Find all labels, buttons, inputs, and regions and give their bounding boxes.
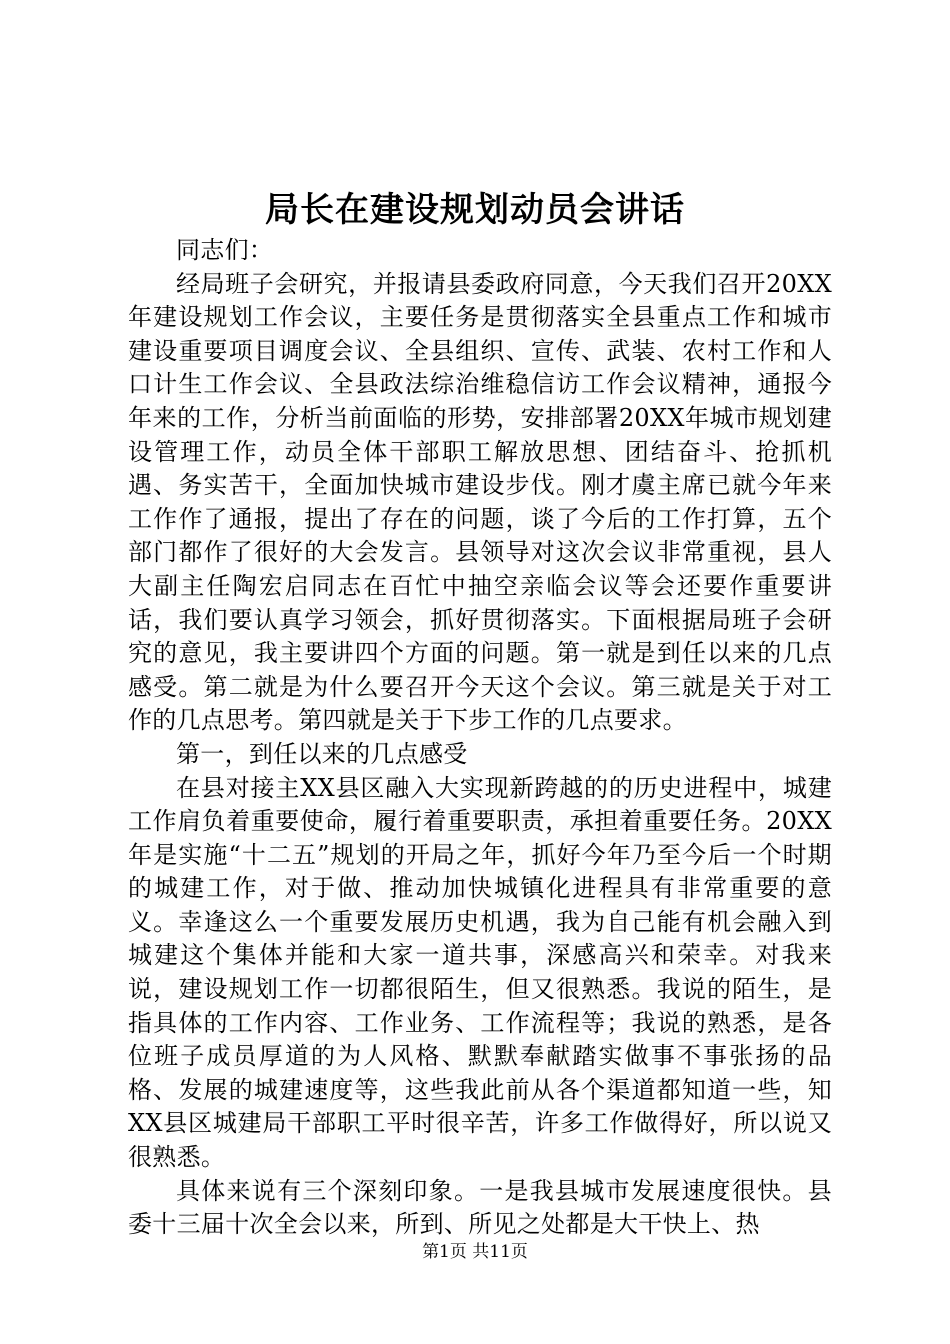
paragraph-impressions: 在县对接主XX县区融入大实现新跨越的的历史进程中，城建工作肩负着重要使命，履行着重要职责，承担着重要任务。20XX年是实施“十二五”规划的开局之年，抓好今年乃至今后一个时期的城建工作，对于做、推动加快城镇化进程具有非常重要的意义。幸逢这么一个重要发展历史机遇，我为自己能有机会融入到城建这个集体并能和大家一道共事，深感高兴和荣幸。对我来说，建设规划工作一切都很陌生，但又很熟悉。我说的陌生，是指具体的工作内容、工作业务、工作流程等；我说的熟悉，是各位班子成员厚道的为人风格、默默奉献踏实做事不事张扬的品格、发展的城建速度等，这些我此前从各个渠道都知道一些，知XX县区城建局干部职工平时很辛苦，许多工作做得好，所以说又很熟悉。 bbox=[128, 773, 832, 1172]
document-title: 局长在建设规划动员会讲话 bbox=[265, 190, 685, 230]
section-heading: 第一，到任以来的几点感受 bbox=[176, 739, 468, 768]
page-footer: 第1页 共11页 bbox=[422, 1242, 528, 1262]
paragraph-details: 具体来说有三个深刻印象。一是我县城市发展速度很快。县委十三届十次全会以来，所到、所见之处都是大干快上、热 bbox=[128, 1176, 832, 1239]
salutation: 同志们： bbox=[176, 236, 274, 264]
document-body bbox=[128, 234, 832, 1242]
paragraph-opening: 经局班子会研究，并报请县委政府同意，今天我们召开20XX年建设规划工作会议，主要任务是贯彻落实全县重点工作和城市建设重要项目调度会议、全县组织、宣传、武装、农村工作和人口计生工作会议、全县政法综治维稳信访工作会议精神，通报今年来的工作，分析当前面临的形势，安排部署20XX年城市规划建设管理工作，动员全体干部职工解放思想、团结奋斗、抢抓机遇、务实苦干，全面加快城市建设步伐。刚才虞主席已就今年来工作作了通报，提出了存在的问题，谈了今后的工作打算，五个部门都作了很好的大会发言。县领导对这次会议非常重视，县人大副主任陶宏启同志在百忙中抽空亲临会议等会还要作重要讲话，我们要认真学习领会，抓好贯彻落实。下面根据局班子会研究的意见，我主要讲四个方面的问题。第一就是到任以来的几点感受。第二就是为什么要召开今天这个会议。第三就是关于对工作的几点思考。第四就是关于下步工作的几点要求。 bbox=[128, 269, 832, 735]
